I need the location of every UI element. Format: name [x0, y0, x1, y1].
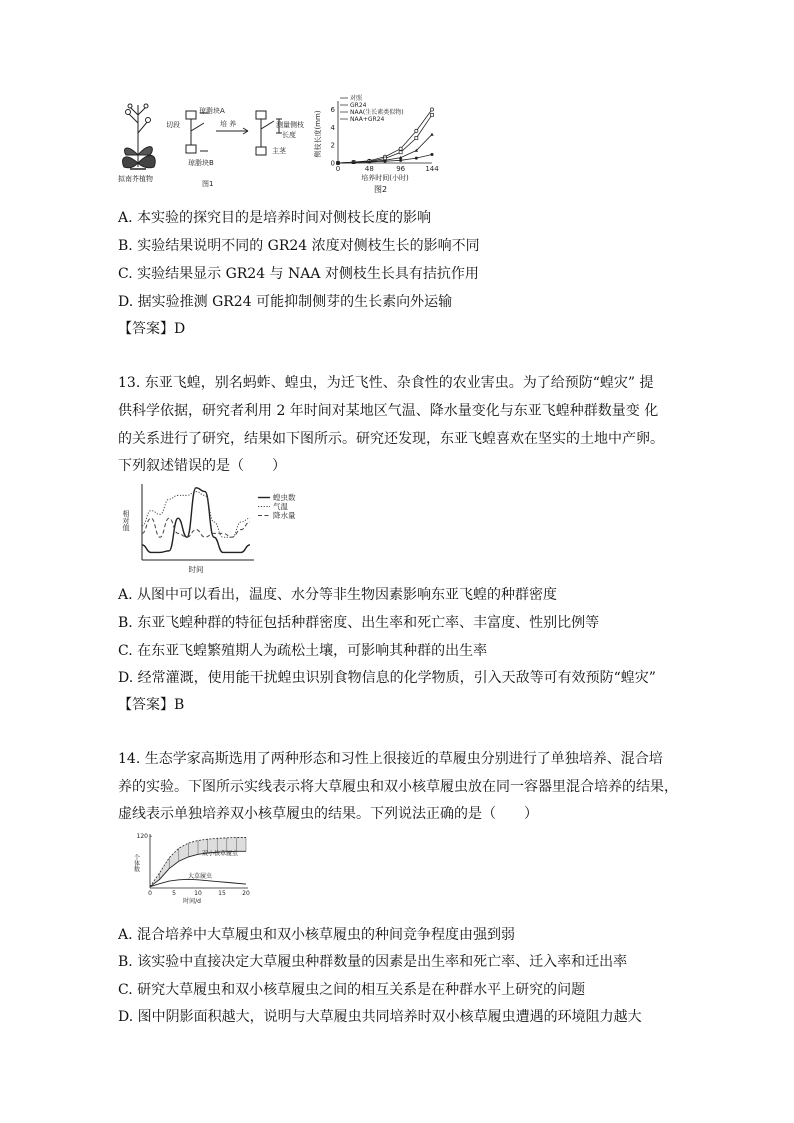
- q14-stem-line-1: 14. 生态学家高斯选用了两种形态和习性上很接近的草履虫分别进行了单独培养、混合培: [118, 751, 663, 767]
- q13-option-c: C. 在东亚飞蝗繁殖期人为疏松土壤，可影响其种群的出生率: [118, 643, 488, 659]
- y-tick-label: 0: [330, 159, 335, 168]
- y-tick-label: 4: [330, 123, 335, 132]
- y-tick-label: 6: [330, 105, 335, 114]
- cut-label: 切段: [166, 121, 180, 129]
- q12-option-c: C. 实验结果显示 GR24 与 NAA 对侧枝生长具有拮抗作用: [118, 266, 479, 282]
- data-point: [352, 161, 355, 164]
- data-point: [431, 153, 434, 156]
- legend-label: 蝗虫数: [273, 493, 296, 502]
- data-point: [368, 161, 371, 164]
- series-line-3: [142, 518, 250, 537]
- x-axis-label: 时间/d: [183, 898, 201, 905]
- q13-stem-line-2: 供科学依据，研究者利用 2 年时间对某地区气温、降水量变化与东亚飞蝗种群数量变 化: [118, 403, 659, 419]
- cut-segment-drawing: [186, 111, 208, 153]
- q14-option-b: B. 该实验中直接决定大草履虫种群数量的因素是出生率和死亡率、迁入率和迁出率: [118, 954, 628, 970]
- fig1-caption: 图1: [202, 180, 214, 188]
- x-tick-label: 96: [396, 165, 406, 173]
- agar-b-label: 琼脂块B: [188, 159, 214, 167]
- x-tick-label: 48: [364, 165, 374, 173]
- annotation-label: 双小核草履虫: [202, 850, 239, 858]
- plant-label: 拟南芥植物: [118, 175, 153, 183]
- data-point: [384, 160, 387, 163]
- x-tick-label: 0: [335, 165, 341, 173]
- q13-option-b: B. 东亚飞蝗种群的特征包括种群密度、出生率和死亡率、丰富度、性别比例等: [118, 615, 600, 631]
- measure-label-1: 测量侧枝: [276, 121, 304, 129]
- q14-option-a: A. 混合培养中大草履虫和双小核草履虫的种间竞争程度由强到弱: [118, 927, 516, 943]
- q12-option-a: A. 本实验的探究目的是培养时间对侧枝长度的影响: [118, 210, 432, 226]
- data-point: [430, 133, 433, 136]
- q13-answer: 【答案】B: [118, 697, 185, 713]
- q13-option-a: A. 从图中可以看出，温度、水分等非生物因素影响东亚飞蝗的种群密度: [118, 587, 558, 603]
- x-tick-label: 5: [172, 890, 176, 897]
- legend-label: 对照: [350, 95, 363, 102]
- legend-label: GR24: [350, 102, 367, 109]
- q12-option-b: B. 实验结果说明不同的 GR24 浓度对侧枝生长的影响不同: [118, 238, 480, 254]
- q12-answer: 【答案】D: [118, 321, 186, 337]
- legend-label: 气温: [273, 502, 288, 511]
- x-tick-label: 15: [218, 890, 226, 897]
- q13-stem-line-3: 的关系进行了研究，结果如下图所示。研究还发现，东亚飞蝗喜欢在坚实的土地中产卵。: [118, 431, 664, 447]
- q14-option-d: D. 图中阴影面积越大，说明与大草履虫共同培养时双小核草履虫遭遇的环境阻力越大: [118, 1009, 642, 1025]
- x-tick-label: 20: [242, 890, 250, 897]
- data-point: [415, 129, 418, 132]
- q14-option-c: C. 研究大草履虫和双小核草履虫之间的相互关系是在种群水平上研究的问题: [118, 982, 586, 998]
- q12-figure-2-chart: [310, 93, 440, 193]
- data-point: [399, 147, 402, 150]
- legend-label: NAA+GR24: [350, 116, 385, 123]
- main-stem-label: 主茎: [272, 147, 286, 155]
- q14-stem-line-3: 虚线表示单独培养双小核草履虫的结果。下列说法正确的是（ ）: [118, 806, 538, 822]
- measure-label-2: 长度: [282, 131, 296, 139]
- annotation-label: 大草履虫: [188, 873, 213, 881]
- plant-drawing: [123, 104, 156, 169]
- data-point: [430, 108, 433, 111]
- q14-stem-line-2: 养的实验。下图所示实线表示将大草履虫和双小核草履虫放在同一容器里混合培养的结果，: [118, 779, 678, 795]
- legend-label: 降水量: [273, 511, 296, 520]
- series-line-1: [142, 488, 250, 553]
- x-axis-label: 时间: [188, 565, 204, 574]
- q12-figure-1: [116, 93, 321, 189]
- y-axis-label: 个体数: [132, 854, 140, 872]
- series-line-2: [142, 492, 250, 538]
- q13-stem-line-1: 13. 东亚飞蝗，别名蚂蚱、蝗虫，为迁飞性、杂食性的农业害虫。为了给预防“蝗灾” 提: [118, 375, 654, 391]
- data-point: [399, 151, 402, 154]
- data-point: [431, 113, 434, 116]
- q13-stem-line-4: 下列叙述错误的是（ ）: [118, 458, 286, 474]
- y-tick-label: 2: [330, 141, 335, 150]
- series-line-3: [150, 879, 246, 886]
- x-axis-label: 培养时间(小时): [361, 174, 409, 182]
- fig2-caption: 图2: [374, 185, 388, 194]
- data-point: [399, 159, 402, 162]
- y-axis-label: 侧枝长度(mm): [314, 110, 322, 158]
- q14-figure-chart: [122, 828, 257, 908]
- legend-label: NAA(生长素类似物): [350, 109, 404, 116]
- data-point: [415, 137, 418, 140]
- x-tick-label: 144: [425, 165, 439, 173]
- data-point: [337, 162, 340, 165]
- x-tick-label: 0: [148, 890, 152, 897]
- culture-label: 培 养: [220, 120, 237, 128]
- y-axis-label: 相对值: [122, 510, 130, 531]
- q13-figure-chart: [118, 480, 303, 576]
- q13-option-d: D. 经常灌溉，使用能干扰蝗虫识别食物信息的化学物质，引入天敌等可有效预防“蝗灾”: [118, 670, 656, 686]
- x-tick-label: 10: [194, 890, 202, 897]
- q12-option-d: D. 据实验推测 GR24 可能抑制侧芽的生长素向外运输: [118, 294, 453, 310]
- data-point: [415, 157, 418, 160]
- y-tick-label: 120: [136, 833, 148, 841]
- agar-a-label: 琼脂块A: [199, 107, 225, 115]
- culture-arrow: [216, 128, 248, 134]
